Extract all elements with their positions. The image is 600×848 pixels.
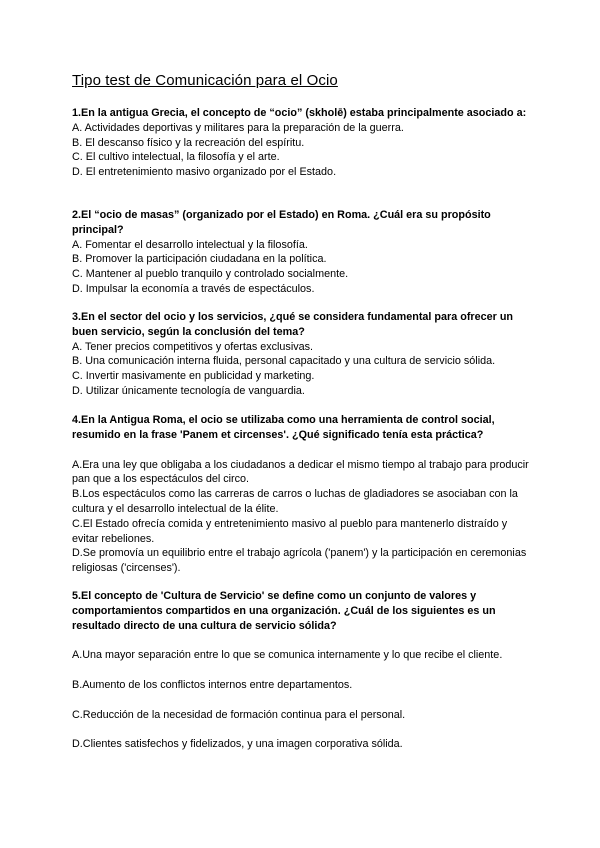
question-1-option-b: B. El descanso físico y la recreación del espíritu. [72,136,305,149]
question-4-option-a: A.Era una ley que obligaba a los ciudadanos a dedicar el mismo tiempo al trabajo para producir pan que a los espectáculos del circo. [72,458,529,486]
question-2 [72,208,532,297]
question-1-option-d: D. El entretenimiento masivo organizado por el Estado. [72,166,337,179]
question-2-option-a: A. Fomentar el desarrollo intelectual y la filosofía. [72,238,308,251]
question-3-option-d: D. Utilizar únicamente tecnología de vanguardia. [72,384,305,397]
question-3-text: 3.En el sector del ocio y los servicios, ¿qué se considera fundamental para ofrecer un buen servicio, según la conclusión del tema? [72,311,514,338]
question-3-option-b: B. Una comunicación interna fluida, personal capacitado y una cultura de servicio sólida. [72,355,496,368]
question-5 [72,589,532,767]
document-title: Tipo test de Comunicación para el Ocio [72,72,338,89]
question-2-option-d: D. Impulsar la economía a través de espectáculos. [72,282,315,295]
question-1-option-c: C. El cultivo intelectual, la filosofía y el arte. [72,151,280,164]
question-4-option-c: C.El Estado ofrecía comida y entretenimiento masivo al pueblo para mantenerlo distraído y evitar rebeliones. [72,517,508,545]
question-3 [72,310,532,399]
question-4-options [72,458,532,576]
question-3-options [72,340,532,399]
question-1-option-a: A. Actividades deportivas y militares para la preparación de la guerra. [72,121,404,134]
question-5-option-c: C.Reducción de la necesidad de formación continua para el personal. [72,708,406,721]
question-5-option-d: D.Clientes satisfechos y fidelizados, y una imagen corporativa sólida. [72,738,403,751]
question-4-option-d: D.Se promovía un equilibrio entre el trabajo agrícola ('panem') y la participación en ceremonias religiosas ('circenses'). [72,547,527,575]
question-3-option-a: A. Tener precios competitivos y ofertas exclusivas. [72,340,314,353]
question-2-option-c: C. Mantener al pueblo tranquilo y controlado socialmente. [72,268,349,281]
question-2-text: 2.El “ocio de masas” (organizado por el Estado) en Roma. ¿Cuál era su propósito principal? [72,209,491,236]
question-3-option-c: C. Invertir masivamente en publicidad y marketing. [72,370,315,383]
question-1-options [72,121,532,180]
question-5-options [72,648,532,752]
question-5-option-a: A.Una mayor separación entre lo que se comunica internamente y lo que recibe el cliente. [72,649,503,662]
question-5-text: 5.El concepto de 'Cultura de Servicio' se define como un conjunto de valores y comportamientos compartidos en una organización. ¿Cuál de los siguientes es un resultado directo de una cultura de servicio sólida? [72,590,496,632]
question-1-text: 1.En la antigua Grecia, el concepto de “ocio” (skholē) estaba principalmente asociado a: [72,107,527,119]
question-1 [72,106,532,180]
question-2-option-b: B. Promover la participación ciudadana en la política. [72,253,327,266]
question-4 [72,413,532,576]
question-2-options [72,238,532,297]
question-5-option-b: B.Aumento de los conflictos internos entre departamentos. [72,678,353,691]
question-4-option-b: B.Los espectáculos como las carreras de carros o luchas de gladiadores se asociaban con la cultura y el desarrollo intelectual de la élite. [72,488,518,515]
question-4-text: 4.En la Antigua Roma, el ocio se utilizaba como una herramienta de control social, resumido en la frase 'Panem et circenses'. ¿Qué significado tenía esta práctica? [72,414,495,441]
